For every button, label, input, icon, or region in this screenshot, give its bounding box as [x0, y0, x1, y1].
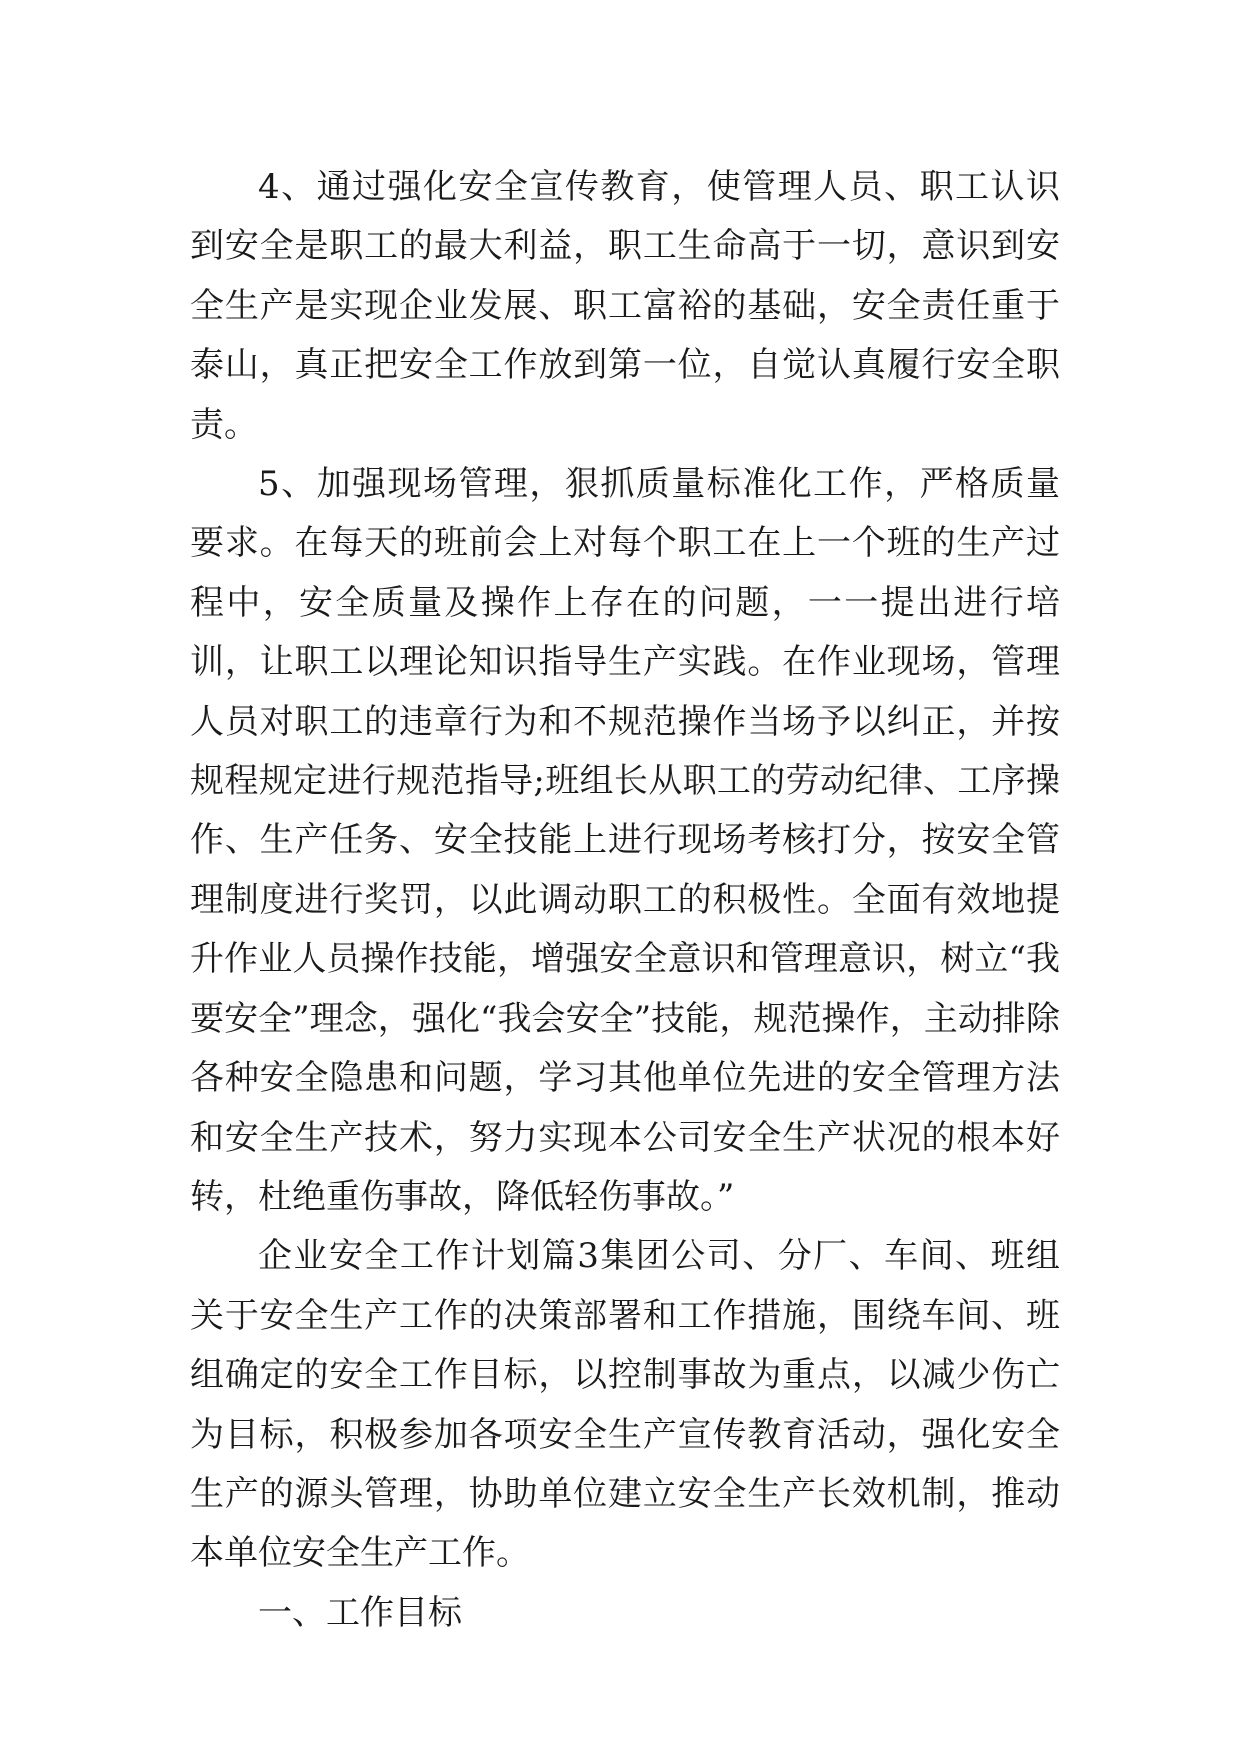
document-body: [190, 158, 1060, 1643]
paragraph-site-management: 5、加强现场管理，狠抓质量标准化工作，严格质量要求。在每天的班前会上对每个职工在上一个班的生产过程中，安全质量及操作上存在的问题，一一提出进行培训，让职工以理论知识指导生产实践。在作业现场，管理人员对职工的违章行为和不规范操作当场予以纠正，并按规程规定进行规范指导;班组长从职工的劳动纪律、工序操作、生产任务、安全技能上进行现场考核打分，按安全管理制度进行奖罚，以此调动职工的积极性。全面有效地提升作业人员操作技能，增强安全意识和管理意识，树立“我要安全”理念，强化“我会安全”技能，规范操作，主动排除各种安全隐患和问题，学习其他单位先进的安全管理方法和安全生产技术，努力实现本公司安全生产状况的根本好转，杜绝重伤事故，降低轻伤事故。”: [190, 464, 1061, 1217]
paragraph-work-plan-intro: 企业安全工作计划篇3集团公司、分厂、车间、班组关于安全生产工作的决策部署和工作措施，围绕车间、班组确定的安全工作目标，以控制事故为重点，以减少伤亡为目标，积极参加各项安全生产宣传教育活动，强化安全生产的源头管理，协助单位建立安全生产长效机制，推动本单位安全生产工作。: [190, 1236, 1060, 1574]
section-heading-work-goals: 一、工作目标: [258, 1592, 462, 1633]
paragraph-safety-education: 4、通过强化安全宣传教育，使管理人员、职工认识到安全是职工的最大利益，职工生命高于一切，意识到安全生产是实现企业发展、职工富裕的基础，安全责任重于泰山，真正把安全工作放到第一位，自觉认真履行安全职责。: [190, 167, 1060, 445]
